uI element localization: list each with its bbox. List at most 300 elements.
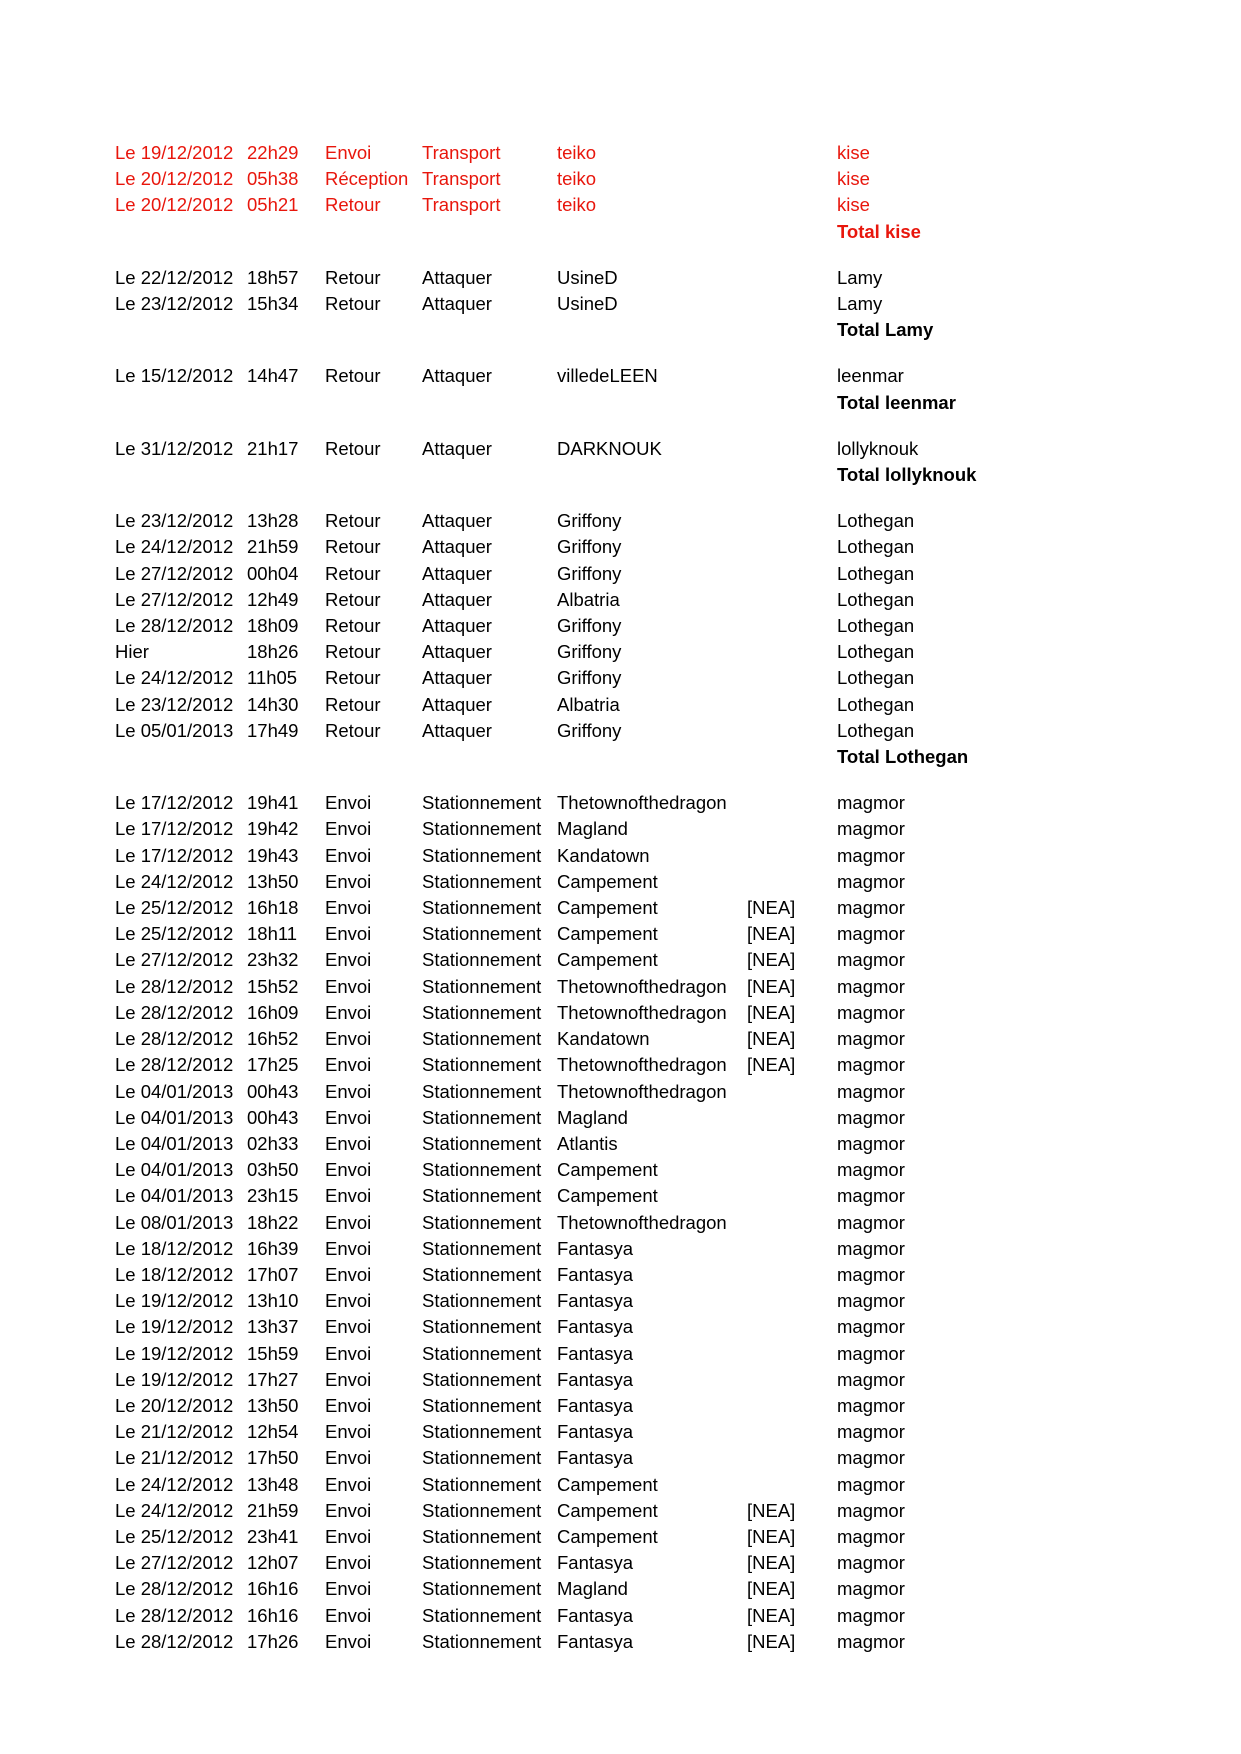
total-row (115, 390, 1017, 416)
cell-time: 14h30 (247, 693, 299, 715)
cell-user: Lothegan (837, 536, 915, 558)
cell-flag: [NEA] (747, 1001, 796, 1023)
table-row (115, 561, 1017, 587)
total-row-spacer-cell (325, 317, 422, 343)
table-row (115, 790, 1017, 816)
cell-location: Campement (557, 1159, 658, 1181)
cell-flag: [NEA] (747, 1552, 796, 1574)
cell-location: UsineD (557, 266, 618, 288)
cell-action: Réception (325, 168, 409, 190)
cell-category: Stationnement (422, 1211, 542, 1233)
cell-action: Envoi (325, 897, 372, 919)
cell-location: Thetownofthedragon (557, 792, 727, 814)
cell-user: magmor (837, 1394, 905, 1416)
cell-flag (747, 1157, 837, 1183)
cell-category: Attaquer (422, 641, 492, 663)
cell-flag (747, 140, 837, 166)
total-row-spacer-cell (115, 219, 247, 245)
cell-category: Stationnement (422, 792, 542, 814)
table-row (115, 921, 1017, 947)
cell-time: 17h49 (247, 719, 299, 741)
cell-flag (747, 665, 837, 691)
cell-flag (747, 692, 837, 718)
total-row-spacer-cell (557, 390, 747, 416)
cell-time: 00h43 (247, 1106, 299, 1128)
cell-flag (747, 1393, 837, 1419)
cell-flag (747, 508, 837, 534)
cell-user: leenmar (837, 365, 904, 387)
cell-date: Le 20/12/2012 (115, 194, 234, 216)
cell-category: Transport (422, 194, 501, 216)
group-spacer-cell (115, 488, 1017, 508)
cell-user: magmor (837, 949, 905, 971)
cell-category: Stationnement (422, 1001, 542, 1023)
table-row (115, 895, 1017, 921)
cell-flag (747, 192, 837, 218)
cell-action: Retour (325, 588, 381, 610)
cell-category: Attaquer (422, 615, 492, 637)
total-row-spacer-cell (115, 744, 247, 770)
cell-user: magmor (837, 1159, 905, 1181)
cell-category: Stationnement (422, 1578, 542, 1600)
cell-category: Transport (422, 142, 501, 163)
cell-category: Attaquer (422, 266, 492, 288)
cell-category: Stationnement (422, 1447, 542, 1469)
cell-flag: [NEA] (747, 923, 796, 945)
cell-flag (747, 1079, 837, 1105)
cell-user: magmor (837, 1421, 905, 1443)
cell-time: 18h09 (247, 615, 299, 637)
cell-user: magmor (837, 1054, 905, 1076)
table-row (115, 436, 1017, 462)
cell-action: Envoi (325, 1159, 372, 1181)
cell-category: Attaquer (422, 510, 492, 532)
cell-category: Stationnement (422, 818, 542, 840)
cell-location: Kandatown (557, 844, 650, 866)
cell-time: 12h07 (247, 1552, 299, 1574)
table-row (115, 1341, 1017, 1367)
cell-category: Attaquer (422, 562, 492, 584)
group-spacer (115, 343, 1017, 363)
cell-action: Envoi (325, 1132, 372, 1154)
cell-action: Envoi (325, 949, 372, 971)
cell-action: Retour (325, 194, 381, 216)
cell-action: Envoi (325, 1473, 372, 1495)
cell-action: Envoi (325, 1185, 372, 1207)
cell-category: Stationnement (422, 1080, 542, 1102)
cell-date: Le 24/12/2012 (115, 667, 234, 689)
cell-category: Stationnement (422, 1132, 542, 1154)
cell-date: Le 21/12/2012 (115, 1447, 234, 1469)
cell-date: Le 17/12/2012 (115, 844, 234, 866)
cell-date: Le 04/01/2013 (115, 1080, 234, 1102)
total-row-spacer-cell (247, 744, 325, 770)
cell-date: Le 28/12/2012 (115, 1001, 234, 1023)
cell-time: 05h21 (247, 194, 299, 216)
cell-time: 18h11 (247, 923, 298, 945)
table-row (115, 869, 1017, 895)
cell-category: Stationnement (422, 975, 542, 997)
cell-location: teiko (557, 168, 597, 190)
cell-time: 15h34 (247, 293, 299, 315)
cell-time: 23h32 (247, 949, 299, 971)
cell-location: Fantasya (557, 1447, 634, 1469)
total-row-spacer-cell (747, 390, 837, 416)
cell-category: Stationnement (422, 1552, 542, 1574)
cell-flag: [NEA] (747, 1604, 796, 1626)
group-total-label: Total kise (837, 220, 921, 242)
cell-flag (747, 1367, 837, 1393)
total-row (115, 744, 1017, 770)
cell-location: Griffony (557, 562, 622, 584)
cell-category: Stationnement (422, 1525, 542, 1547)
cell-flag (747, 790, 837, 816)
total-row-spacer-cell (747, 744, 837, 770)
cell-user: Lothegan (837, 510, 915, 532)
cell-location: Magland (557, 1106, 628, 1128)
cell-date: Le 27/12/2012 (115, 588, 234, 610)
table-row (115, 140, 1017, 166)
cell-user: magmor (837, 923, 905, 945)
cell-user: magmor (837, 1499, 905, 1521)
table-row (115, 1105, 1017, 1131)
cell-action: Retour (325, 266, 381, 288)
total-row-spacer-cell (747, 317, 837, 343)
cell-category: Attaquer (422, 588, 492, 610)
cell-flag: [NEA] (747, 975, 796, 997)
cell-flag (747, 1210, 837, 1236)
cell-user: magmor (837, 1185, 905, 1207)
cell-category: Stationnement (422, 1499, 542, 1521)
cell-action: Envoi (325, 1054, 372, 1076)
cell-location: Fantasya (557, 1263, 634, 1285)
cell-location: Campement (557, 870, 658, 892)
cell-flag (747, 1314, 837, 1340)
table-row (115, 1629, 1017, 1655)
cell-action: Envoi (325, 870, 372, 892)
total-row-spacer-cell (247, 390, 325, 416)
cell-time: 02h33 (247, 1132, 299, 1154)
cell-date: Le 28/12/2012 (115, 975, 234, 997)
cell-user: magmor (837, 897, 905, 919)
cell-action: Retour (325, 510, 381, 532)
cell-location: Griffony (557, 719, 622, 741)
total-row-spacer-cell (557, 462, 747, 488)
total-row-spacer-cell (557, 317, 747, 343)
cell-flag (747, 1236, 837, 1262)
cell-date: Le 23/12/2012 (115, 693, 234, 715)
cell-user: kise (837, 194, 870, 216)
cell-action: Envoi (325, 1001, 372, 1023)
cell-time: 18h57 (247, 266, 299, 288)
table-row (115, 508, 1017, 534)
cell-action: Retour (325, 719, 381, 741)
cell-time: 16h16 (247, 1604, 299, 1626)
table-row (115, 1524, 1017, 1550)
cell-date: Le 04/01/2013 (115, 1132, 234, 1154)
cell-user: magmor (837, 1342, 905, 1364)
table-row (115, 1419, 1017, 1445)
cell-location: Fantasya (557, 1342, 634, 1364)
cell-date: Le 27/12/2012 (115, 562, 234, 584)
cell-date: Le 23/12/2012 (115, 293, 234, 315)
cell-time: 17h26 (247, 1630, 299, 1652)
cell-location: Thetownofthedragon (557, 1001, 727, 1023)
cell-time: 03h50 (247, 1159, 299, 1181)
cell-location: Griffony (557, 641, 622, 663)
cell-action: Envoi (325, 1447, 372, 1469)
cell-category: Stationnement (422, 1185, 542, 1207)
cell-user: Lamy (837, 266, 883, 288)
cell-action: Envoi (325, 142, 372, 163)
total-row-spacer-cell (325, 744, 422, 770)
cell-action: Envoi (325, 1028, 372, 1050)
cell-flag (747, 613, 837, 639)
cell-date: Le 19/12/2012 (115, 1316, 234, 1338)
cell-location: Albatria (557, 588, 620, 610)
cell-flag (747, 1262, 837, 1288)
log-table (115, 140, 1017, 1655)
cell-user: Lothegan (837, 641, 915, 663)
total-row-spacer-cell (115, 390, 247, 416)
cell-category: Attaquer (422, 536, 492, 558)
cell-user: Lothegan (837, 615, 915, 637)
table-row (115, 1393, 1017, 1419)
cell-date: Le 24/12/2012 (115, 536, 234, 558)
table-row (115, 1288, 1017, 1314)
cell-category: Stationnement (422, 844, 542, 866)
table-row (115, 1000, 1017, 1026)
cell-date: Le 15/12/2012 (115, 365, 234, 387)
cell-location: Fantasya (557, 1604, 634, 1626)
cell-action: Retour (325, 693, 381, 715)
cell-flag (747, 363, 837, 389)
cell-date: Le 24/12/2012 (115, 1473, 234, 1495)
group-total-label: Total lollyknouk (837, 464, 977, 486)
cell-action: Envoi (325, 1421, 372, 1443)
cell-time: 18h22 (247, 1211, 299, 1233)
cell-flag (747, 1183, 837, 1209)
total-row-spacer-cell (115, 317, 247, 343)
cell-time: 16h09 (247, 1001, 299, 1023)
cell-location: Thetownofthedragon (557, 1080, 727, 1102)
cell-action: Envoi (325, 1263, 372, 1285)
cell-time: 05h38 (247, 168, 299, 190)
cell-user: magmor (837, 1368, 905, 1390)
cell-user: Lothegan (837, 719, 915, 741)
cell-action: Envoi (325, 1237, 372, 1259)
cell-action: Envoi (325, 1499, 372, 1521)
cell-location: Fantasya (557, 1290, 634, 1312)
cell-user: Lamy (837, 293, 883, 315)
group-total-label: Total leenmar (837, 391, 956, 413)
cell-time: 15h59 (247, 1342, 299, 1364)
cell-location: Campement (557, 949, 658, 971)
cell-user: magmor (837, 1316, 905, 1338)
cell-date: Le 28/12/2012 (115, 1578, 234, 1600)
cell-time: 16h52 (247, 1028, 299, 1050)
total-row-spacer-cell (747, 219, 837, 245)
cell-date: Hier (115, 641, 149, 663)
cell-date: Le 27/12/2012 (115, 1552, 234, 1574)
table-row (115, 974, 1017, 1000)
total-row-spacer-cell (557, 219, 747, 245)
cell-action: Envoi (325, 1342, 372, 1364)
cell-action: Retour (325, 437, 381, 459)
cell-date: Le 19/12/2012 (115, 1342, 234, 1364)
group-spacer-cell (115, 343, 1017, 363)
cell-time: 14h47 (247, 365, 299, 387)
cell-action: Envoi (325, 1290, 372, 1312)
cell-location: Griffony (557, 510, 622, 532)
cell-category: Attaquer (422, 719, 492, 741)
cell-time: 17h50 (247, 1447, 299, 1469)
group-total-label: Total Lamy (837, 319, 934, 341)
cell-location: Campement (557, 1525, 658, 1547)
cell-action: Retour (325, 667, 381, 689)
cell-user: magmor (837, 1211, 905, 1233)
cell-user: magmor (837, 792, 905, 814)
total-row (115, 462, 1017, 488)
table-row (115, 692, 1017, 718)
cell-action: Envoi (325, 1630, 372, 1652)
cell-category: Stationnement (422, 1159, 542, 1181)
cell-location: Kandatown (557, 1028, 650, 1050)
cell-date: Le 23/12/2012 (115, 510, 234, 532)
cell-date: Le 28/12/2012 (115, 1054, 234, 1076)
cell-flag (747, 166, 837, 192)
cell-date: Le 28/12/2012 (115, 1028, 234, 1050)
cell-time: 16h16 (247, 1578, 299, 1600)
cell-user: magmor (837, 1604, 905, 1626)
cell-location: teiko (557, 142, 597, 163)
cell-location: Campement (557, 1473, 658, 1495)
cell-action: Retour (325, 536, 381, 558)
cell-flag (747, 265, 837, 291)
cell-date: Le 04/01/2013 (115, 1159, 234, 1181)
cell-date: Le 27/12/2012 (115, 949, 234, 971)
total-row-spacer-cell (115, 462, 247, 488)
cell-date: Le 21/12/2012 (115, 1421, 234, 1443)
cell-location: Albatria (557, 693, 620, 715)
cell-date: Le 28/12/2012 (115, 1630, 234, 1652)
cell-time: 00h04 (247, 562, 299, 584)
cell-user: magmor (837, 1473, 905, 1495)
group-spacer (115, 770, 1017, 790)
cell-time: 13h37 (247, 1316, 299, 1338)
cell-location: Fantasya (557, 1552, 634, 1574)
cell-location: teiko (557, 194, 597, 216)
cell-user: magmor (837, 1290, 905, 1312)
cell-date: Le 18/12/2012 (115, 1263, 234, 1285)
cell-date: Le 19/12/2012 (115, 1368, 234, 1390)
cell-location: villedeLEEN (557, 365, 658, 387)
cell-location: Thetownofthedragon (557, 975, 727, 997)
cell-location: Thetownofthedragon (557, 1054, 727, 1076)
cell-location: Fantasya (557, 1394, 634, 1416)
cell-user: Lothegan (837, 693, 915, 715)
cell-user: Lothegan (837, 562, 915, 584)
cell-flag (747, 718, 837, 744)
cell-flag (747, 1445, 837, 1471)
cell-date: Le 20/12/2012 (115, 168, 234, 190)
cell-action: Envoi (325, 844, 372, 866)
table-row (115, 639, 1017, 665)
table-row (115, 1603, 1017, 1629)
table-row (115, 665, 1017, 691)
cell-action: Retour (325, 293, 381, 315)
cell-category: Stationnement (422, 1106, 542, 1128)
cell-action: Envoi (325, 1211, 372, 1233)
cell-time: 18h26 (247, 641, 299, 663)
cell-location: Thetownofthedragon (557, 1211, 727, 1233)
cell-category: Stationnement (422, 1028, 542, 1050)
cell-flag (747, 1105, 837, 1131)
cell-location: Fantasya (557, 1421, 634, 1443)
table-row (115, 166, 1017, 192)
table-row (115, 718, 1017, 744)
cell-flag (747, 561, 837, 587)
cell-action: Envoi (325, 1604, 372, 1626)
cell-action: Envoi (325, 818, 372, 840)
table-row (115, 1131, 1017, 1157)
cell-category: Stationnement (422, 870, 542, 892)
cell-category: Stationnement (422, 1054, 542, 1076)
cell-action: Retour (325, 365, 381, 387)
cell-user: magmor (837, 1080, 905, 1102)
cell-location: Griffony (557, 667, 622, 689)
cell-category: Attaquer (422, 293, 492, 315)
cell-date: Le 17/12/2012 (115, 792, 234, 814)
cell-date: Le 28/12/2012 (115, 1604, 234, 1626)
cell-category: Stationnement (422, 923, 542, 945)
table-row (115, 587, 1017, 613)
table-row (115, 816, 1017, 842)
cell-time: 19h43 (247, 844, 299, 866)
cell-time: 17h27 (247, 1368, 299, 1390)
cell-date: Le 18/12/2012 (115, 1237, 234, 1259)
log-table-body (115, 140, 1017, 1655)
cell-flag (747, 1341, 837, 1367)
cell-category: Transport (422, 168, 501, 190)
table-row (115, 192, 1017, 218)
cell-location: Campement (557, 1185, 658, 1207)
table-row (115, 1262, 1017, 1288)
cell-time: 21h17 (247, 437, 299, 459)
cell-action: Envoi (325, 1525, 372, 1547)
cell-category: Stationnement (422, 1630, 542, 1652)
cell-category: Stationnement (422, 1290, 542, 1312)
cell-user: Lothegan (837, 588, 915, 610)
total-row-spacer-cell (325, 390, 422, 416)
table-row (115, 613, 1017, 639)
cell-action: Envoi (325, 1368, 372, 1390)
cell-location: Magland (557, 818, 628, 840)
cell-flag: [NEA] (747, 1525, 796, 1547)
cell-flag (747, 587, 837, 613)
cell-time: 13h50 (247, 870, 299, 892)
cell-category: Stationnement (422, 1421, 542, 1443)
group-spacer (115, 416, 1017, 436)
cell-date: Le 24/12/2012 (115, 870, 234, 892)
cell-location: Campement (557, 1499, 658, 1521)
cell-action: Retour (325, 615, 381, 637)
cell-time: 12h54 (247, 1421, 299, 1443)
cell-flag (747, 291, 837, 317)
cell-time: 00h43 (247, 1080, 299, 1102)
cell-time: 17h25 (247, 1054, 299, 1076)
cell-user: magmor (837, 870, 905, 892)
